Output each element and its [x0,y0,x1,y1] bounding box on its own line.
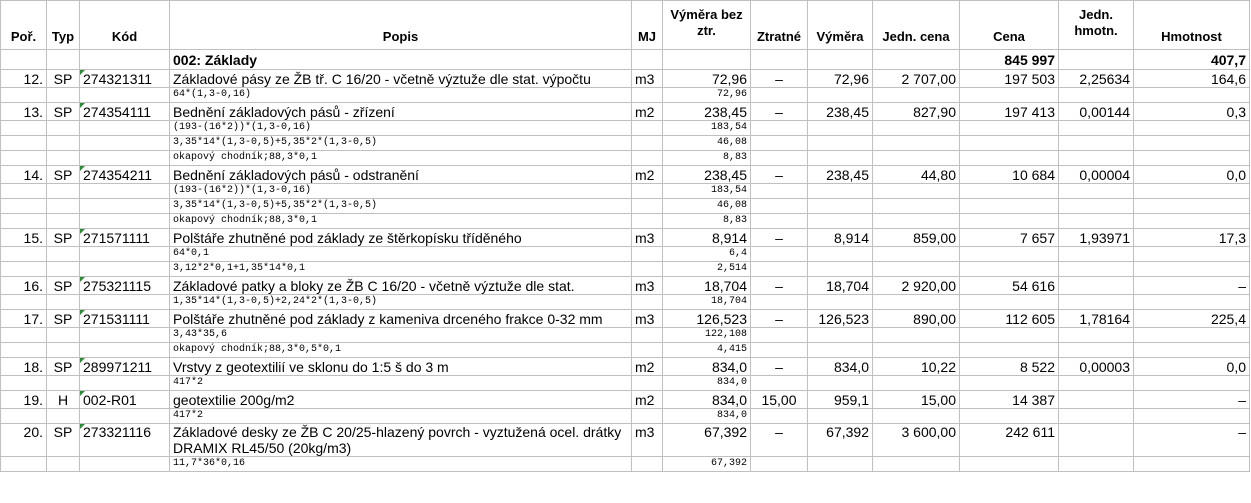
item-ztratne[interactable]: 15,00 [751,391,808,409]
item-typ[interactable]: SP [47,310,80,328]
item-vymera-bez-ztr[interactable]: 8,914 [663,229,751,247]
sub-value[interactable]: 834,0 [663,409,751,424]
item-hmotnost[interactable]: – [1134,391,1250,409]
sub-value[interactable]: 72,96 [663,88,751,103]
item-jedn-hmotn[interactable]: 1,93971 [1059,229,1134,247]
item-kod[interactable]: 289971211 [80,358,170,376]
item-mj[interactable]: m2 [632,358,663,376]
sub-expression[interactable]: 3,35*14*(1,3-0,5)+5,35*2*(1,3-0,5) [170,136,632,151]
item-vymera[interactable]: 8,914 [808,229,873,247]
item-jedn-cena[interactable]: 3 600,00 [873,424,960,457]
item-popis[interactable] [170,424,632,457]
item-vymera-bez-ztr[interactable]: 834,0 [663,358,751,376]
sub-row [1,88,1250,103]
item-cena[interactable]: 14 387 [960,391,1059,409]
sub-value[interactable]: 18,704 [663,295,751,310]
item-hmotnost[interactable]: – [1134,277,1250,295]
sub-expression[interactable]: (193-(16*2))*(1,3-0,16) [170,184,632,199]
item-vymera-bez-ztr[interactable]: 238,45 [663,103,751,121]
item-kod[interactable]: 271531111 [80,310,170,328]
item-mj[interactable]: m3 [632,277,663,295]
item-jedn-hmotn[interactable] [1059,424,1134,457]
sub-value[interactable]: 6,4 [663,247,751,262]
sub-row [1,121,1250,136]
item-ztratne[interactable]: – [751,277,808,295]
item-kod[interactable]: 274354211 [80,166,170,184]
item-hmotnost[interactable]: – [1134,424,1250,457]
item-por[interactable]: 20. [1,424,47,457]
section-row [1,50,1250,70]
sub-expression[interactable]: okapový chodník;88,3*0,1 [170,151,632,166]
sub-expression[interactable]: 64*0,1 [170,247,632,262]
table-row[interactable] [1,70,1250,88]
col-header-popis[interactable]: Popis [170,1,632,50]
item-por[interactable]: 14. [1,166,47,184]
col-header-hmotnost[interactable]: Hmotnost [1134,1,1250,50]
section-hmotnost[interactable]: 407,7 [1134,50,1250,70]
table-row[interactable] [1,277,1250,295]
item-vymera-bez-ztr[interactable]: 238,45 [663,166,751,184]
sub-value[interactable]: 2,514 [663,262,751,277]
item-ztratne[interactable]: – [751,103,808,121]
item-mj[interactable]: m3 [632,70,663,88]
item-cena[interactable]: 54 616 [960,277,1059,295]
item-popis[interactable]: Vrstvy z geotextilií ve sklonu do 1:5 š do 3 m [170,358,632,376]
sub-row [1,457,1250,472]
item-vymera[interactable]: 72,96 [808,70,873,88]
col-header-typ[interactable]: Typ [47,1,80,50]
sub-value[interactable]: 834,0 [663,376,751,391]
section-title[interactable]: 002: Základy [170,50,632,70]
item-hmotnost[interactable]: 0,0 [1134,358,1250,376]
item-mj[interactable]: m2 [632,166,663,184]
item-vymera[interactable]: 18,704 [808,277,873,295]
item-jedn-cena[interactable]: 2 920,00 [873,277,960,295]
item-por[interactable]: 19. [1,391,47,409]
item-typ[interactable]: SP [47,70,80,88]
item-cena[interactable]: 8 522 [960,358,1059,376]
item-popis[interactable]: Základové patky a bloky ze ŽB C 16/20 - včetně výztuže dle stat. [170,277,632,295]
sub-expression[interactable]: 11,7*36*0,16 [170,457,632,472]
sub-expression[interactable]: 64*(1,3-0,16) [170,88,632,103]
item-cena[interactable]: 197 413 [960,103,1059,121]
item-kod[interactable]: 275321115 [80,277,170,295]
item-jedn-cena[interactable]: 2 707,00 [873,70,960,88]
sub-row [1,136,1250,151]
item-vymera[interactable]: 67,392 [808,424,873,457]
item-typ[interactable]: SP [47,277,80,295]
item-vymera-bez-ztr[interactable]: 126,523 [663,310,751,328]
item-por[interactable]: 15. [1,229,47,247]
sub-expression[interactable]: 417*2 [170,409,632,424]
item-jedn-cena[interactable]: 890,00 [873,310,960,328]
item-popis[interactable]: Bednění základových pásů - zřízení [170,103,632,121]
item-popis-line2: DRAMIX RL45/50 (20kg/m3) [173,440,352,456]
sub-expression[interactable]: okapový chodník;88,3*0,5*0,1 [170,343,632,358]
sub-row [1,343,1250,358]
item-jedn-hmotn[interactable]: 1,78164 [1059,310,1134,328]
table-row[interactable] [1,424,1250,457]
item-popis[interactable]: Bednění základových pásů - odstranění [170,166,632,184]
item-jedn-cena[interactable]: 827,90 [873,103,960,121]
sub-row [1,184,1250,199]
item-por[interactable]: 18. [1,358,47,376]
table-row[interactable] [1,166,1250,184]
item-por[interactable]: 17. [1,310,47,328]
sub-row [1,199,1250,214]
item-cena[interactable]: 10 684 [960,166,1059,184]
item-vymera-bez-ztr[interactable]: 67,392 [663,424,751,457]
item-hmotnost[interactable]: 0,3 [1134,103,1250,121]
sub-value[interactable]: 46,08 [663,199,751,214]
item-typ[interactable]: SP [47,103,80,121]
col-header-mj[interactable]: MJ [632,1,663,50]
item-kod[interactable]: 274354111 [80,103,170,121]
item-vymera[interactable]: 238,45 [808,103,873,121]
item-ztratne[interactable]: – [751,424,808,457]
sub-row [1,214,1250,229]
col-header-kod[interactable]: Kód [80,1,170,50]
col-header-vymera-bez-ztr[interactable]: Výměra bez ztr. [663,1,751,50]
col-header-jedn-hmotn[interactable]: Jedn. hmotn. [1059,1,1134,50]
header-row [1,1,1250,50]
item-jedn-cena[interactable]: 10,22 [873,358,960,376]
item-ztratne[interactable]: – [751,310,808,328]
table-row[interactable] [1,103,1250,121]
item-kod[interactable]: 002-R01 [80,391,170,409]
item-hmotnost[interactable]: 225,4 [1134,310,1250,328]
item-por[interactable]: 12. [1,70,47,88]
sub-value[interactable]: 122,108 [663,328,751,343]
item-mj[interactable]: m2 [632,103,663,121]
sub-value[interactable]: 183,54 [663,121,751,136]
item-jedn-hmotn[interactable] [1059,277,1134,295]
item-jedn-hmotn[interactable]: 0,00004 [1059,166,1134,184]
col-header-jedn-cena[interactable]: Jedn. cena [873,1,960,50]
item-jedn-hmotn[interactable]: 0,00144 [1059,103,1134,121]
item-cena[interactable]: 197 503 [960,70,1059,88]
item-typ[interactable]: SP [47,424,80,457]
item-kod[interactable]: 271571111 [80,229,170,247]
sub-row [1,247,1250,262]
item-popis-line1: Základové desky ze ŽB C 20/25-hlazený povrch - vyztužená ocel. drátky [173,424,622,440]
item-ztratne[interactable]: – [751,70,808,88]
item-jedn-cena[interactable]: 15,00 [873,391,960,409]
item-jedn-hmotn[interactable]: 2,25634 [1059,70,1134,88]
item-jedn-cena[interactable]: 44,80 [873,166,960,184]
item-vymera-bez-ztr[interactable]: 18,704 [663,277,751,295]
sub-value[interactable]: 4,415 [663,343,751,358]
item-cena[interactable]: 112 605 [960,310,1059,328]
sub-expression[interactable]: 3,35*14*(1,3-0,5)+5,35*2*(1,3-0,5) [170,199,632,214]
item-hmotnost[interactable]: 164,6 [1134,70,1250,88]
item-typ[interactable]: H [47,391,80,409]
col-header-ztratne[interactable]: Ztratné [751,1,808,50]
item-por[interactable]: 16. [1,277,47,295]
sub-value[interactable]: 8,83 [663,214,751,229]
sub-expression[interactable]: 3,43*35,6 [170,328,632,343]
item-cena[interactable]: 7 657 [960,229,1059,247]
item-popis[interactable]: Polštáře zhutněné pod základy z kameniva drceného frakce 0-32 mm [170,310,632,328]
item-mj[interactable]: m3 [632,424,663,457]
sub-expression[interactable]: 1,35*14*(1,3-0,5)+2,24*2*(1,3-0,5) [170,295,632,310]
item-popis[interactable]: Polštáře zhutněné pod základy ze štěrkopísku tříděného [170,229,632,247]
sub-row [1,409,1250,424]
sub-value[interactable]: 46,08 [663,136,751,151]
item-ztratne[interactable]: – [751,166,808,184]
item-jedn-hmotn[interactable] [1059,391,1134,409]
sub-expression[interactable]: 417*2 [170,376,632,391]
item-typ[interactable]: SP [47,166,80,184]
section-cena[interactable]: 845 997 [960,50,1059,70]
item-kod[interactable]: 273321116 [80,424,170,457]
item-mj[interactable]: m2 [632,391,663,409]
sub-expression[interactable]: (193-(16*2))*(1,3-0,16) [170,121,632,136]
item-hmotnost[interactable]: 17,3 [1134,229,1250,247]
sub-row [1,151,1250,166]
sub-row [1,328,1250,343]
table-row[interactable] [1,229,1250,247]
sub-value[interactable]: 67,392 [663,457,751,472]
item-cena[interactable]: 242 611 [960,424,1059,457]
item-popis[interactable]: Základové pásy ze ŽB tř. C 16/20 - včetně výztuže dle stat. výpočtu [170,70,632,88]
item-mj[interactable]: m3 [632,229,663,247]
item-typ[interactable]: SP [47,229,80,247]
sub-row [1,376,1250,391]
col-header-cena[interactable]: Cena [960,1,1059,50]
item-popis[interactable]: geotextilie 200g/m2 [170,391,632,409]
item-ztratne[interactable]: – [751,229,808,247]
sub-expression[interactable]: okapový chodník;88,3*0,1 [170,214,632,229]
item-vymera[interactable]: 834,0 [808,358,873,376]
item-vymera[interactable]: 959,1 [808,391,873,409]
item-mj[interactable]: m3 [632,310,663,328]
item-hmotnost[interactable]: 0,0 [1134,166,1250,184]
table-row[interactable] [1,358,1250,376]
sub-value[interactable]: 8,83 [663,151,751,166]
table-row[interactable] [1,391,1250,409]
item-ztratne[interactable]: – [751,358,808,376]
sub-expression[interactable]: 3,12*2*0,1+1,35*14*0,1 [170,262,632,277]
item-typ[interactable]: SP [47,358,80,376]
col-header-vymera[interactable]: Výměra [808,1,873,50]
item-jedn-hmotn[interactable]: 0,00003 [1059,358,1134,376]
table-row[interactable] [1,310,1250,328]
item-jedn-cena[interactable]: 859,00 [873,229,960,247]
item-por[interactable]: 13. [1,103,47,121]
item-vymera[interactable]: 238,45 [808,166,873,184]
sub-row [1,295,1250,310]
col-header-por[interactable]: Poř. [1,1,47,50]
item-vymera[interactable]: 126,523 [808,310,873,328]
sub-row [1,262,1250,277]
item-kod[interactable]: 274321311 [80,70,170,88]
sub-value[interactable]: 183,54 [663,184,751,199]
item-vymera-bez-ztr[interactable]: 72,96 [663,70,751,88]
item-vymera-bez-ztr[interactable]: 834,0 [663,391,751,409]
